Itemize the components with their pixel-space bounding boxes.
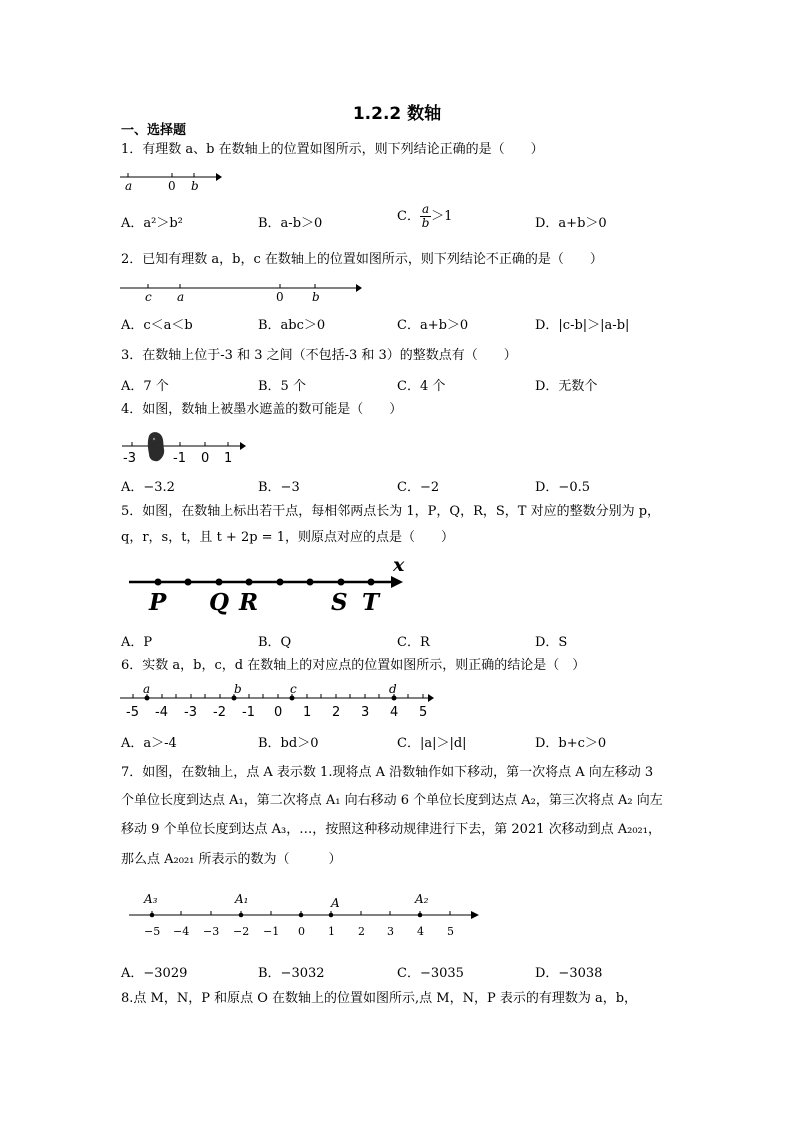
tick-label: 5: [419, 705, 428, 720]
question-4-option-d: D．−0.5: [535, 480, 590, 495]
point-label-A: A: [331, 896, 340, 910]
question-6-stem: 6．实数 a，b，c，d 在数轴上的对应点的位置如图所示，则正确的结论是（ ）: [121, 658, 586, 673]
label-Q: Q: [209, 589, 230, 616]
ink-blot-icon: [148, 432, 164, 461]
question-1-option-c: [397, 203, 452, 230]
question-4-stem: 4．如图，数轴上被墨水遮盖的数可能是（ ）: [121, 402, 403, 417]
question-7-stem-line-1: 7．如图，在数轴上，点 A 表示数 1.现将点 A 沿数轴作如下移动，第一次将点 A 向左移动 3: [121, 765, 654, 780]
tick-label: 1: [303, 705, 312, 720]
tick-label: −2: [233, 925, 250, 938]
question-7-stem-line-4: 那么点 A₂₀₂₁ 所表示的数为（ ）: [121, 852, 342, 867]
tick-label: 4: [417, 925, 424, 938]
page-title: 1.2.2 数轴: [352, 104, 442, 124]
question-7-option-d: D．−3038: [535, 966, 603, 981]
fraction-denominator: b: [421, 216, 430, 230]
label-R: R: [239, 589, 259, 616]
label-c: c: [145, 290, 152, 304]
question-1-stem: 1．有理数 a、b 在数轴上的位置如图所示，则下列结论正确的是（ ）: [121, 142, 544, 157]
tick-label: 3: [361, 705, 370, 720]
label-neg1: -1: [173, 451, 186, 466]
point-label-b: b: [234, 682, 242, 696]
tick-label: 0: [274, 705, 283, 720]
question-4-option-b: B．−3: [258, 480, 300, 495]
fraction-a-over-b: [420, 203, 431, 230]
question-7-option-c: C．−3035: [397, 966, 464, 981]
point-label-A3: A₃: [144, 892, 158, 906]
question-1-option-a: A．a²＞b²: [121, 216, 183, 231]
tick-marks: [133, 694, 423, 698]
point-label-a: a: [143, 682, 151, 696]
label-P: P: [149, 589, 167, 616]
question-5-stem-line-2: q，r，s，t，且 t + 2p = 1，则原点对应的点是（ ）: [121, 530, 454, 545]
label-0: 0: [276, 290, 284, 304]
question-2-option-c: C．a+b＞0: [397, 318, 469, 333]
question-1-number-line: [118, 168, 228, 194]
question-5-option-b: B．Q: [258, 635, 292, 650]
question-3-option-b: B．5 个: [258, 379, 306, 394]
question-7-number-line: [125, 888, 485, 942]
label-S: S: [331, 589, 348, 616]
question-3-option-d: D．无数个: [535, 379, 598, 394]
option-c-relation: ＞1: [431, 209, 453, 224]
label-a: a: [125, 179, 133, 193]
point-label-c: c: [290, 682, 297, 696]
tick-label: -2: [213, 705, 226, 720]
question-6-option-b: B．bd＞0: [258, 736, 319, 751]
tick-label: -4: [155, 705, 168, 720]
tick-label: -5: [126, 705, 139, 720]
label-1: 1: [224, 451, 233, 466]
question-1-option-d: D．a+b＞0: [535, 216, 607, 231]
tick-label: 4: [390, 705, 399, 720]
question-7-option-a: A．−3029: [121, 966, 188, 981]
question-6-number-line: [118, 680, 438, 720]
question-7-stem-line-3: 移动 9 个单位长度到达点 A₃，…，按照这种移动规律进行下去，第 2021 次移动到点 A₂₀₂₁，: [121, 822, 661, 837]
tick-label: 1: [328, 925, 335, 938]
question-6-option-c: C．|a|＞|d|: [397, 736, 467, 751]
option-c-prefix: C．: [397, 209, 420, 224]
question-5-stem-line-1: 5．如图，在数轴上标出若干点，每相邻两点长为 1，P，Q，R，S，T 对应的整数分别为 p，: [121, 504, 661, 519]
question-6-option-a: A．a＞-4: [121, 736, 177, 751]
tick-label: 0: [298, 925, 305, 938]
tick-label: 2: [332, 705, 341, 720]
question-2-number-line: [118, 279, 368, 305]
tick-label: 5: [447, 925, 454, 938]
label-T: T: [362, 589, 380, 616]
tick-label: 3: [387, 925, 394, 938]
label-neg3: -3: [123, 451, 136, 466]
question-3-option-c: C．4 个: [397, 379, 446, 394]
question-2-option-a: A．c＜a＜b: [121, 318, 193, 333]
question-6-option-d: D．b+c＞0: [535, 736, 607, 751]
label-x: x: [393, 555, 405, 576]
section-heading: 一、选择题: [121, 123, 187, 138]
question-3-option-a: A．7 个: [121, 379, 169, 394]
question-2-option-d: D．|c-b|＞|a-b|: [535, 318, 630, 333]
question-5-option-d: D．S: [535, 635, 568, 650]
question-3-stem: 3．在数轴上位于-3 和 3 之间（不包括-3 和 3）的整数点有（ ）: [121, 348, 517, 363]
question-1-option-b: B．a-b＞0: [258, 216, 323, 231]
question-7-stem-line-2: 个单位长度到达点 A₁，第二次将点 A₁ 向右移动 6 个单位长度到达点 A₂，第三次将点 A₂ 向左: [121, 793, 663, 808]
tick-label: −5: [144, 925, 161, 938]
question-4-number-line: [118, 430, 248, 466]
tick-label: −4: [173, 925, 190, 938]
question-5-option-a: A．P: [121, 635, 153, 650]
question-4-option-a: A．−3.2: [121, 480, 175, 495]
label-b: b: [191, 179, 199, 193]
tick-label: −1: [263, 925, 280, 938]
question-2-stem: 2．已知有理数 a，b，c 在数轴上的位置如图所示，则下列结论不正确的是（ ）: [121, 252, 603, 267]
question-4-option-c: C．−2: [397, 480, 440, 495]
question-7-option-b: B．−3032: [258, 966, 325, 981]
label-a: a: [177, 290, 185, 304]
tick-label: -1: [242, 705, 255, 720]
point-label-A2: A₂: [415, 892, 429, 906]
tick-label: −3: [203, 925, 220, 938]
label-b: b: [312, 290, 320, 304]
tick-label: 2: [358, 925, 365, 938]
question-2-option-b: B．abc＞0: [258, 318, 326, 333]
question-8-stem: 8.点 M，N，P 和原点 O 在数轴上的位置如图所示,点 M，N，P 表示的有理数为 a，b，: [121, 991, 638, 1006]
question-5-option-c: C．R: [397, 635, 430, 650]
point-label-d: d: [389, 682, 397, 696]
question-5-number-line: [125, 555, 415, 617]
point-label-A1: A₁: [235, 892, 249, 906]
fraction-numerator: a: [421, 202, 430, 216]
label-0: 0: [168, 179, 176, 193]
label-0: 0: [201, 451, 210, 466]
tick-label: -3: [184, 705, 197, 720]
